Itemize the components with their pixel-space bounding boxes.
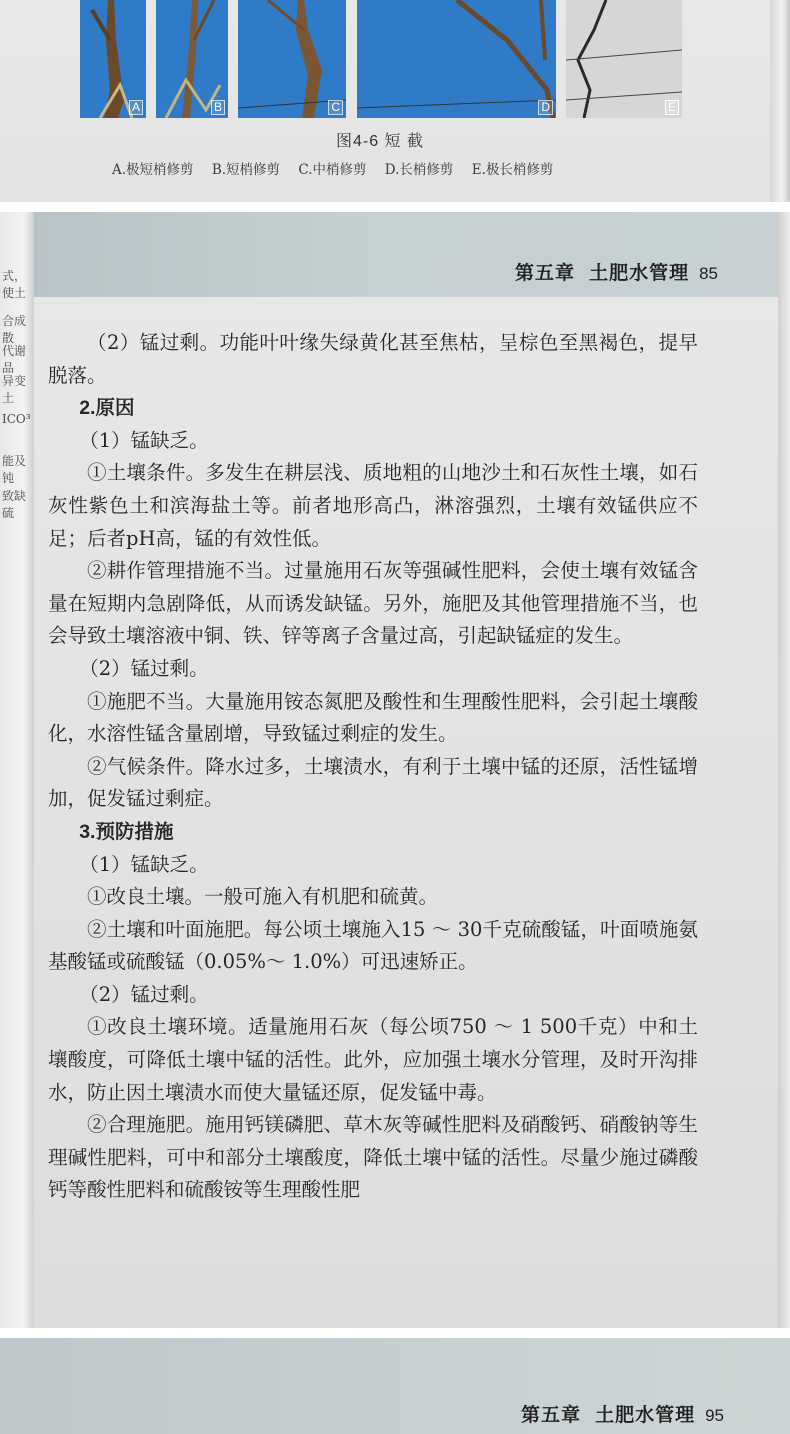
paragraph: ①改良土壤环境。适量施用石灰（每公顷750 ～ 1 500千克）中和土壤酸度，可降低土壤中锰的活性。此外，应加强土壤水分管理，及时开沟排水，防止因土壤渍水而使大量锰还原，促发锰中毒。 [48, 1015, 698, 1104]
chapter-title: 土肥水管理 [595, 1405, 696, 1426]
paragraph: ②耕作管理措施不当。过量施用石灰等强碱性肥料，会使土壤有效锰含量在短期内急剧降低，从而诱发缺锰。另外，施肥及其他管理措施不当，也会导致土壤溶液中铜、铁、锌等离子含量过高，引起缺锰症的发生。 [48, 559, 698, 648]
chapter-title: 土肥水管理 [589, 263, 690, 284]
page-header [34, 212, 790, 297]
caption-b: B.短梢修剪 [211, 162, 281, 178]
caption-a: A.极短梢修剪 [112, 162, 194, 178]
section-heading: 2.原因 [79, 397, 135, 420]
divider [0, 202, 790, 212]
paragraph: （2）锰过剩。 [79, 982, 209, 1006]
left-fragment: 合成散 [2, 314, 27, 345]
left-fragment: 式，使土 [2, 269, 27, 300]
figure-panel-e [566, 0, 682, 118]
paragraph: （2）锰过剩。功能叶叶缘失绿黄化甚至焦枯，呈棕色至黑褐色，提早脱落。 [48, 331, 698, 387]
figure-panel-c [238, 0, 346, 118]
running-head [521, 1400, 724, 1427]
paragraph: （1）锰缺乏。 [79, 852, 209, 876]
page-number: 85 [699, 264, 718, 283]
paragraph: ②土壤和叶面施肥。每公顷土壤施入15 ～ 30千克硫酸锰，叶面喷施氨基酸锰或硫酸锰（0.05%～ 1.0%）可迅速矫正。 [48, 917, 698, 974]
figure-panel-b [156, 0, 228, 118]
caption-e: E.极长梢修剪 [471, 162, 554, 178]
page-edge [778, 212, 790, 1328]
panel-letter: C [328, 100, 343, 115]
caption-d: D.长梢修剪 [384, 162, 454, 178]
page-95-photo [0, 1338, 790, 1434]
panel-letter: A [129, 100, 143, 115]
left-fragment: 异变土 [2, 374, 27, 405]
page-85-photo [0, 212, 790, 1328]
body-text [48, 327, 698, 1207]
paragraph: ①土壤条件。多发生在耕层浅、质地粗的山地沙土和石灰性土壤，如石灰性紫色土和滨海盐土等。前者地形高凸，淋溶强烈，土壤有效锰供应不足；后者pH高，锰的有效性低。 [48, 461, 698, 550]
panel-letter: B [211, 100, 225, 115]
figure-captions [112, 158, 652, 178]
paragraph: （1）锰缺乏。 [79, 428, 209, 452]
figure-title: 图4-6 短 截 [335, 133, 425, 150]
paragraph: ②气候条件。降水过多，土壤渍水，有利于土壤中锰的还原，活性锰增加，促发锰过剩症。 [48, 754, 698, 811]
book-spine [770, 0, 790, 202]
left-fragment: 能及钝 [2, 454, 27, 485]
figure-panel-a [80, 0, 146, 118]
chapter-number: 第五章 [515, 263, 576, 284]
paragraph: ②合理施肥。施用钙镁磷肥、草木灰等碱性肥料及硝酸钙、硝酸钠等生理碱性肥料，可中和部分土壤酸度，降低土壤中锰的活性。尽量少施过磷酸钙等酸性肥料和硫酸铵等生理酸性肥 [48, 1113, 698, 1202]
page-number: 95 [705, 1406, 724, 1425]
left-fragment: 代谢品 [2, 344, 27, 375]
chapter-number: 第五章 [521, 1405, 582, 1426]
vine-branch-icon [357, 0, 556, 118]
paragraph: （2）锰过剩。 [79, 656, 209, 680]
panel-letter: D [538, 100, 553, 115]
section-heading: 3.预防措施 [79, 820, 174, 843]
figure-page-photo [0, 0, 790, 202]
divider [0, 1328, 790, 1338]
paragraph: ①施肥不当。大量施用铵态氮肥及酸性和生理酸性肥料，会引起土壤酸化，水溶性锰含量剧增，导致锰过剩症的发生。 [48, 689, 698, 746]
panel-letter: E [665, 100, 679, 115]
left-fragment: ICO³ [2, 412, 31, 426]
left-fragment: 致缺硫 [2, 489, 27, 520]
caption-c: C.中梢修剪 [298, 162, 367, 178]
left-page-edge [0, 212, 34, 1328]
paragraph: ①改良土壤。一般可施入有机肥和硫黄。 [87, 885, 439, 909]
figure-panel-d [357, 0, 556, 118]
running-head [515, 258, 718, 285]
